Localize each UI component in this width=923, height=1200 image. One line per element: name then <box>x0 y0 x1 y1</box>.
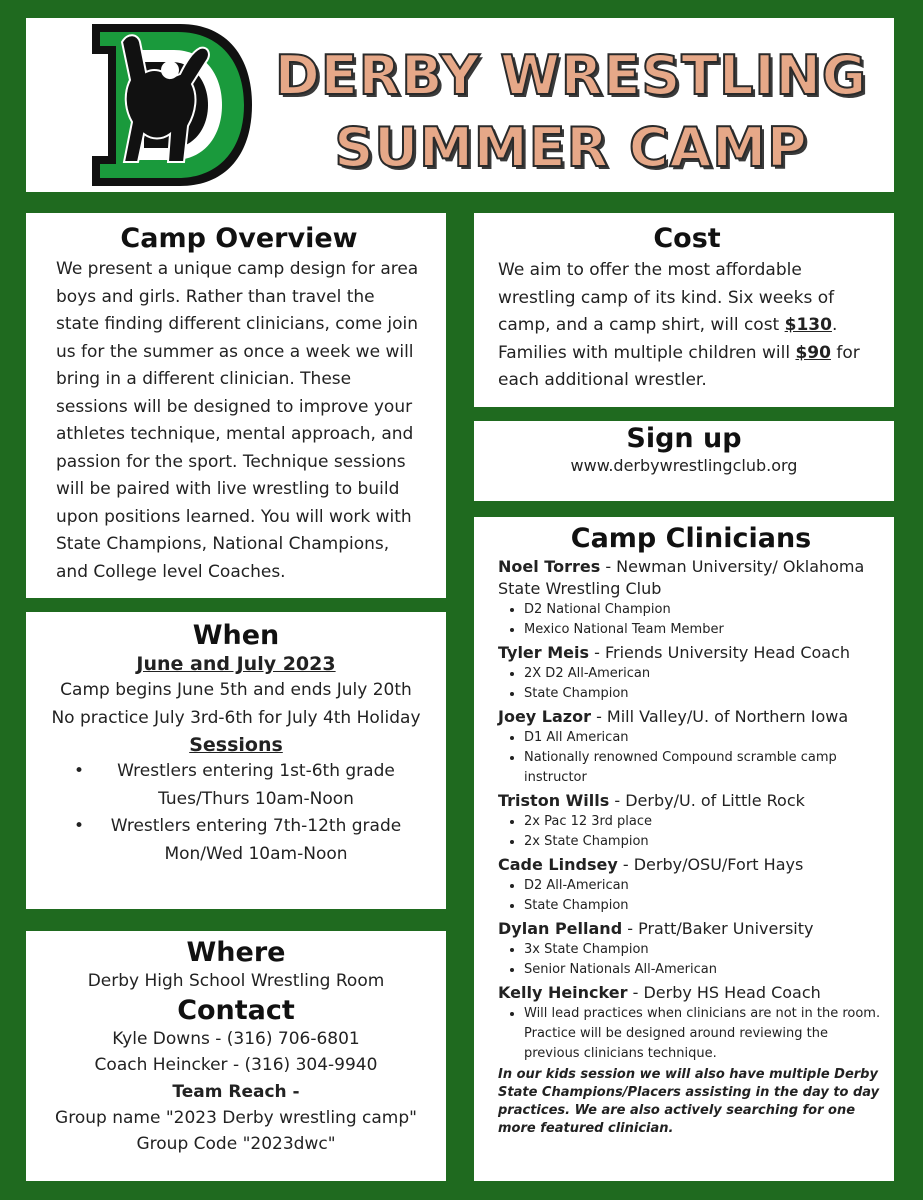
group-name: Group name "2023 Derby wrestling camp" <box>55 1107 417 1128</box>
session-group: Wrestlers entering 7th-12th grade <box>110 816 402 836</box>
clinician-entry <box>498 556 884 640</box>
clinician-notes <box>498 812 884 852</box>
bullet-icon: • <box>74 816 85 836</box>
when-line-1: Camp begins June 5th and ends July 20th <box>60 680 412 700</box>
clinician-entry <box>498 918 884 980</box>
clinician-notes <box>498 728 884 788</box>
clinician-note: • Senior Nationals All-American <box>524 960 884 980</box>
clinician-affiliation: - Derby/OSU/Fort Hays <box>617 855 804 874</box>
clinician-note: • D2 National Champion <box>524 600 884 620</box>
session-time: Mon/Wed 10am-Noon <box>164 843 348 864</box>
cost-text <box>498 257 876 395</box>
title-line-1: DERBY WRESTLING <box>274 44 868 107</box>
clinician-affiliation: - Derby/U. of Little Rock <box>609 791 805 810</box>
clinician-name: Noel Torres <box>498 557 601 576</box>
when-panel <box>26 612 446 909</box>
clinician-note: • 2x State Champion <box>524 832 884 852</box>
where-contact-panel <box>26 931 446 1181</box>
clinician-line <box>498 918 884 940</box>
clinician-name: Triston Wills <box>498 791 610 810</box>
clinician-notes <box>498 600 884 640</box>
cost-text-part2: . Families with multiple children will <box>498 315 838 363</box>
derby-d-logo-icon <box>88 22 254 188</box>
clinician-affiliation: - Mill Valley/U. of Northern Iowa <box>590 707 849 726</box>
signup-panel <box>474 421 894 501</box>
sessions-subheading: Sessions <box>189 734 283 756</box>
clinician-name: Joey Lazor <box>498 707 591 726</box>
cost-text-part3: for each additional wrestler. <box>498 342 860 390</box>
when-line-2: No practice July 3rd-6th for July 4th Holiday <box>51 707 421 728</box>
session-time: Tues/Thurs 10am-Noon <box>158 788 354 809</box>
contact-line: Coach Heincker - (316) 304-9940 <box>94 1055 378 1075</box>
header-banner <box>26 18 894 192</box>
cost-heading: Cost <box>653 223 721 254</box>
clinician-notes <box>498 940 884 980</box>
clinician-note: • D1 All American <box>524 728 884 748</box>
clinician-note: • Mexico National Team Member <box>524 620 884 640</box>
price-additional: $90 <box>795 342 831 363</box>
contact-heading: Contact <box>177 994 295 1026</box>
clinicians-panel <box>474 517 894 1181</box>
clinician-line <box>498 706 884 728</box>
clinician-entry <box>498 982 884 1064</box>
clinician-entry <box>498 642 884 704</box>
group-code: Group Code "2023dwc" <box>136 1134 336 1154</box>
cost-panel <box>474 213 894 407</box>
clinician-name: Kelly Heincker <box>498 983 628 1002</box>
dates-subheading: June and July 2023 <box>136 653 336 675</box>
clinician-note: • 3x State Champion <box>524 940 884 960</box>
overview-text: We present a unique camp design for area boys and girls. Rather than travel the state finding different clinicians, come join us for the summer as once a week we will bring in a different clinician. These sessions will be designed to improve your athletes technique, mental approach, and passion for the sport. Technique sessions will be paired with live wrestling to build upon positions learned. You will work with State Champions, National Champions, and College level Coaches. <box>56 259 419 582</box>
clinician-affiliation: - Friends University Head Coach <box>589 643 851 662</box>
price-main: $130 <box>784 315 832 335</box>
clinician-entry <box>498 706 884 788</box>
clinician-name: Cade Lindsey <box>498 855 618 874</box>
signup-url-link[interactable]: www.derbywrestlingclub.org <box>570 456 798 475</box>
session-item <box>36 813 436 868</box>
clinician-notes <box>498 876 884 916</box>
session-group: Wrestlers entering 1st-6th grade <box>117 761 395 781</box>
clinician-list <box>498 556 884 1064</box>
cost-text-part1: We aim to offer the most affordable wrestling camp of its kind. Six weeks of camp, and a camp shirt, will cost <box>498 260 835 335</box>
clinician-name: Dylan Pelland <box>498 919 623 938</box>
clinician-note: • 2x Pac 12 3rd place <box>524 812 884 832</box>
clinician-notes <box>498 1004 884 1064</box>
clinician-affiliation: - Derby HS Head Coach <box>627 983 821 1002</box>
clinician-entry <box>498 854 884 916</box>
clinician-affiliation: - Pratt/Baker University <box>622 919 814 938</box>
clinicians-heading: Camp Clinicians <box>570 523 812 554</box>
where-heading: Where <box>186 937 286 968</box>
clinician-line <box>498 854 884 876</box>
clinician-entry <box>498 790 884 852</box>
clinician-line <box>498 790 884 812</box>
where-location: Derby High School Wrestling Room <box>87 971 385 991</box>
session-item <box>36 758 436 813</box>
clinician-note: • D2 All-American <box>524 876 884 896</box>
bullet-icon: • <box>74 761 85 781</box>
clinician-note: • 2X D2 All-American <box>524 664 884 684</box>
signup-heading: Sign up <box>626 423 742 454</box>
clinician-name: Tyler Meis <box>498 643 590 662</box>
clinician-line <box>498 642 884 664</box>
when-heading: When <box>192 620 280 651</box>
clinician-note: • State Champion <box>524 896 884 916</box>
contact-line: Kyle Downs - (316) 706-6801 <box>112 1028 360 1049</box>
team-reach-title: Team Reach - <box>172 1081 300 1102</box>
title-line-2: SUMMER CAMP <box>334 116 808 179</box>
clinician-note: • Nationally renowned Compound scramble camp instructor <box>524 748 884 788</box>
clinician-line <box>498 982 884 1004</box>
clinician-line <box>498 556 884 600</box>
clinicians-closing-note: In our kids session we will also have multiple Derby State Champions/Placers assisting in the day to day practices. We are also actively searching for one more featured clinician. <box>498 1067 880 1136</box>
camp-overview-panel <box>26 213 446 598</box>
clinician-notes <box>498 664 884 704</box>
clinician-affiliation: - Newman University/ Oklahoma State Wrestling Club <box>498 557 865 598</box>
clinician-note: • State Champion <box>524 684 884 704</box>
clinician-note: • Will lead practices when clinicians are not in the room. Practice will be designed around reviewing the previous clinicians technique. <box>524 1004 884 1064</box>
overview-heading: Camp Overview <box>120 223 358 254</box>
